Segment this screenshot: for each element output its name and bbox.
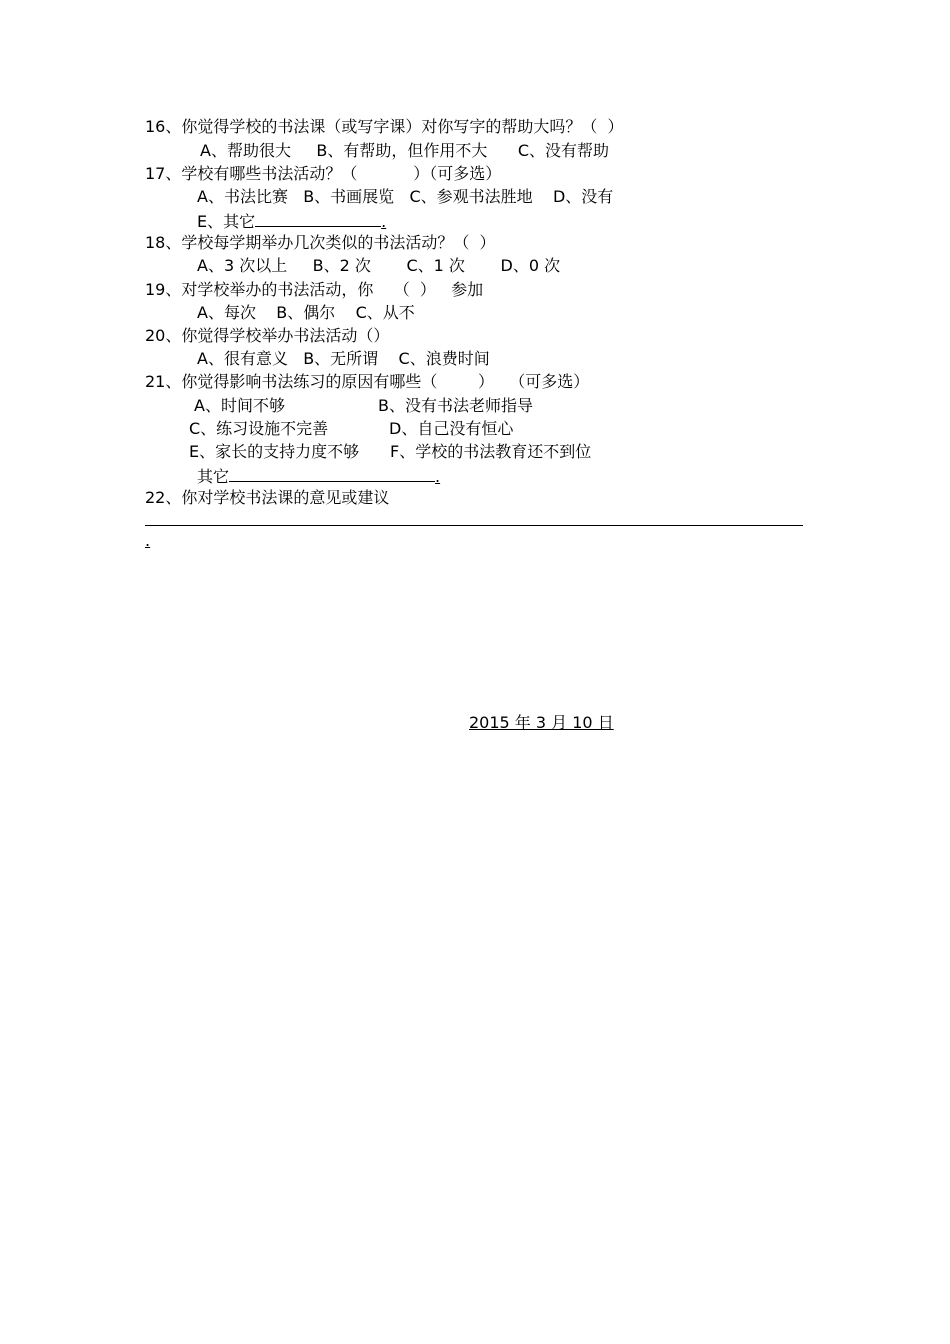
question-20-options: A、很有意义 B、无所谓 C、浪费时间 [197,349,490,368]
question-21-option-c: C、练习设施不完善 [189,419,329,438]
answer-blank [255,210,381,227]
question-17-other-end: . [381,212,387,231]
question-19-options: A、每次 B、偶尔 C、从不 [197,303,415,322]
document-date: 2015 年 3 月 10 日 [469,713,614,732]
question-18: 18、学校每学期举办几次类似的书法活动？（ ） [145,233,496,252]
answer-blank [229,465,435,482]
question-21-other [197,465,440,487]
question-22: 22、你对学校书法课的意见或建议 [145,488,390,507]
question-17-other [197,210,386,232]
question-21-option-d: D、自己没有恒心 [389,419,514,438]
question-17: 17、学校有哪些书法活动？（ ）（可多选） [145,164,502,183]
question-21-other-end: . [435,467,441,486]
question-21-option-a: A、时间不够 [194,396,285,415]
answer-line [145,525,803,526]
question-17-options: A、书法比赛 B、书画展览 C、参观书法胜地 D、没有 [197,187,614,206]
question-17-other-label: E、其它 [197,212,256,231]
question-16: 16、你觉得学校的书法课（或写字课）对你写字的帮助大吗？（ ） [145,117,624,136]
question-18-options: A、3 次以上 B、2 次 C、1 次 D、0 次 [197,256,561,275]
question-19: 19、对学校举办的书法活动，你 （ ） 参加 [145,280,484,299]
question-21-option-f: F、学校的书法教育还不到位 [390,442,592,461]
question-21-other-label: 其它 [197,467,230,486]
question-21-option-b: B、没有书法老师指导 [378,396,533,415]
question-20: 20、你觉得学校举办书法活动（） [145,326,390,345]
question-21: 21、你觉得影响书法练习的原因有哪些（ ） （可多选） [145,372,590,391]
question-22-end-mark: . [145,531,151,550]
question-16-options: A、帮助很大 B、有帮助，但作用不大 C、没有帮助 [200,141,610,160]
question-21-option-e: E、家长的支持力度不够 [189,442,360,461]
